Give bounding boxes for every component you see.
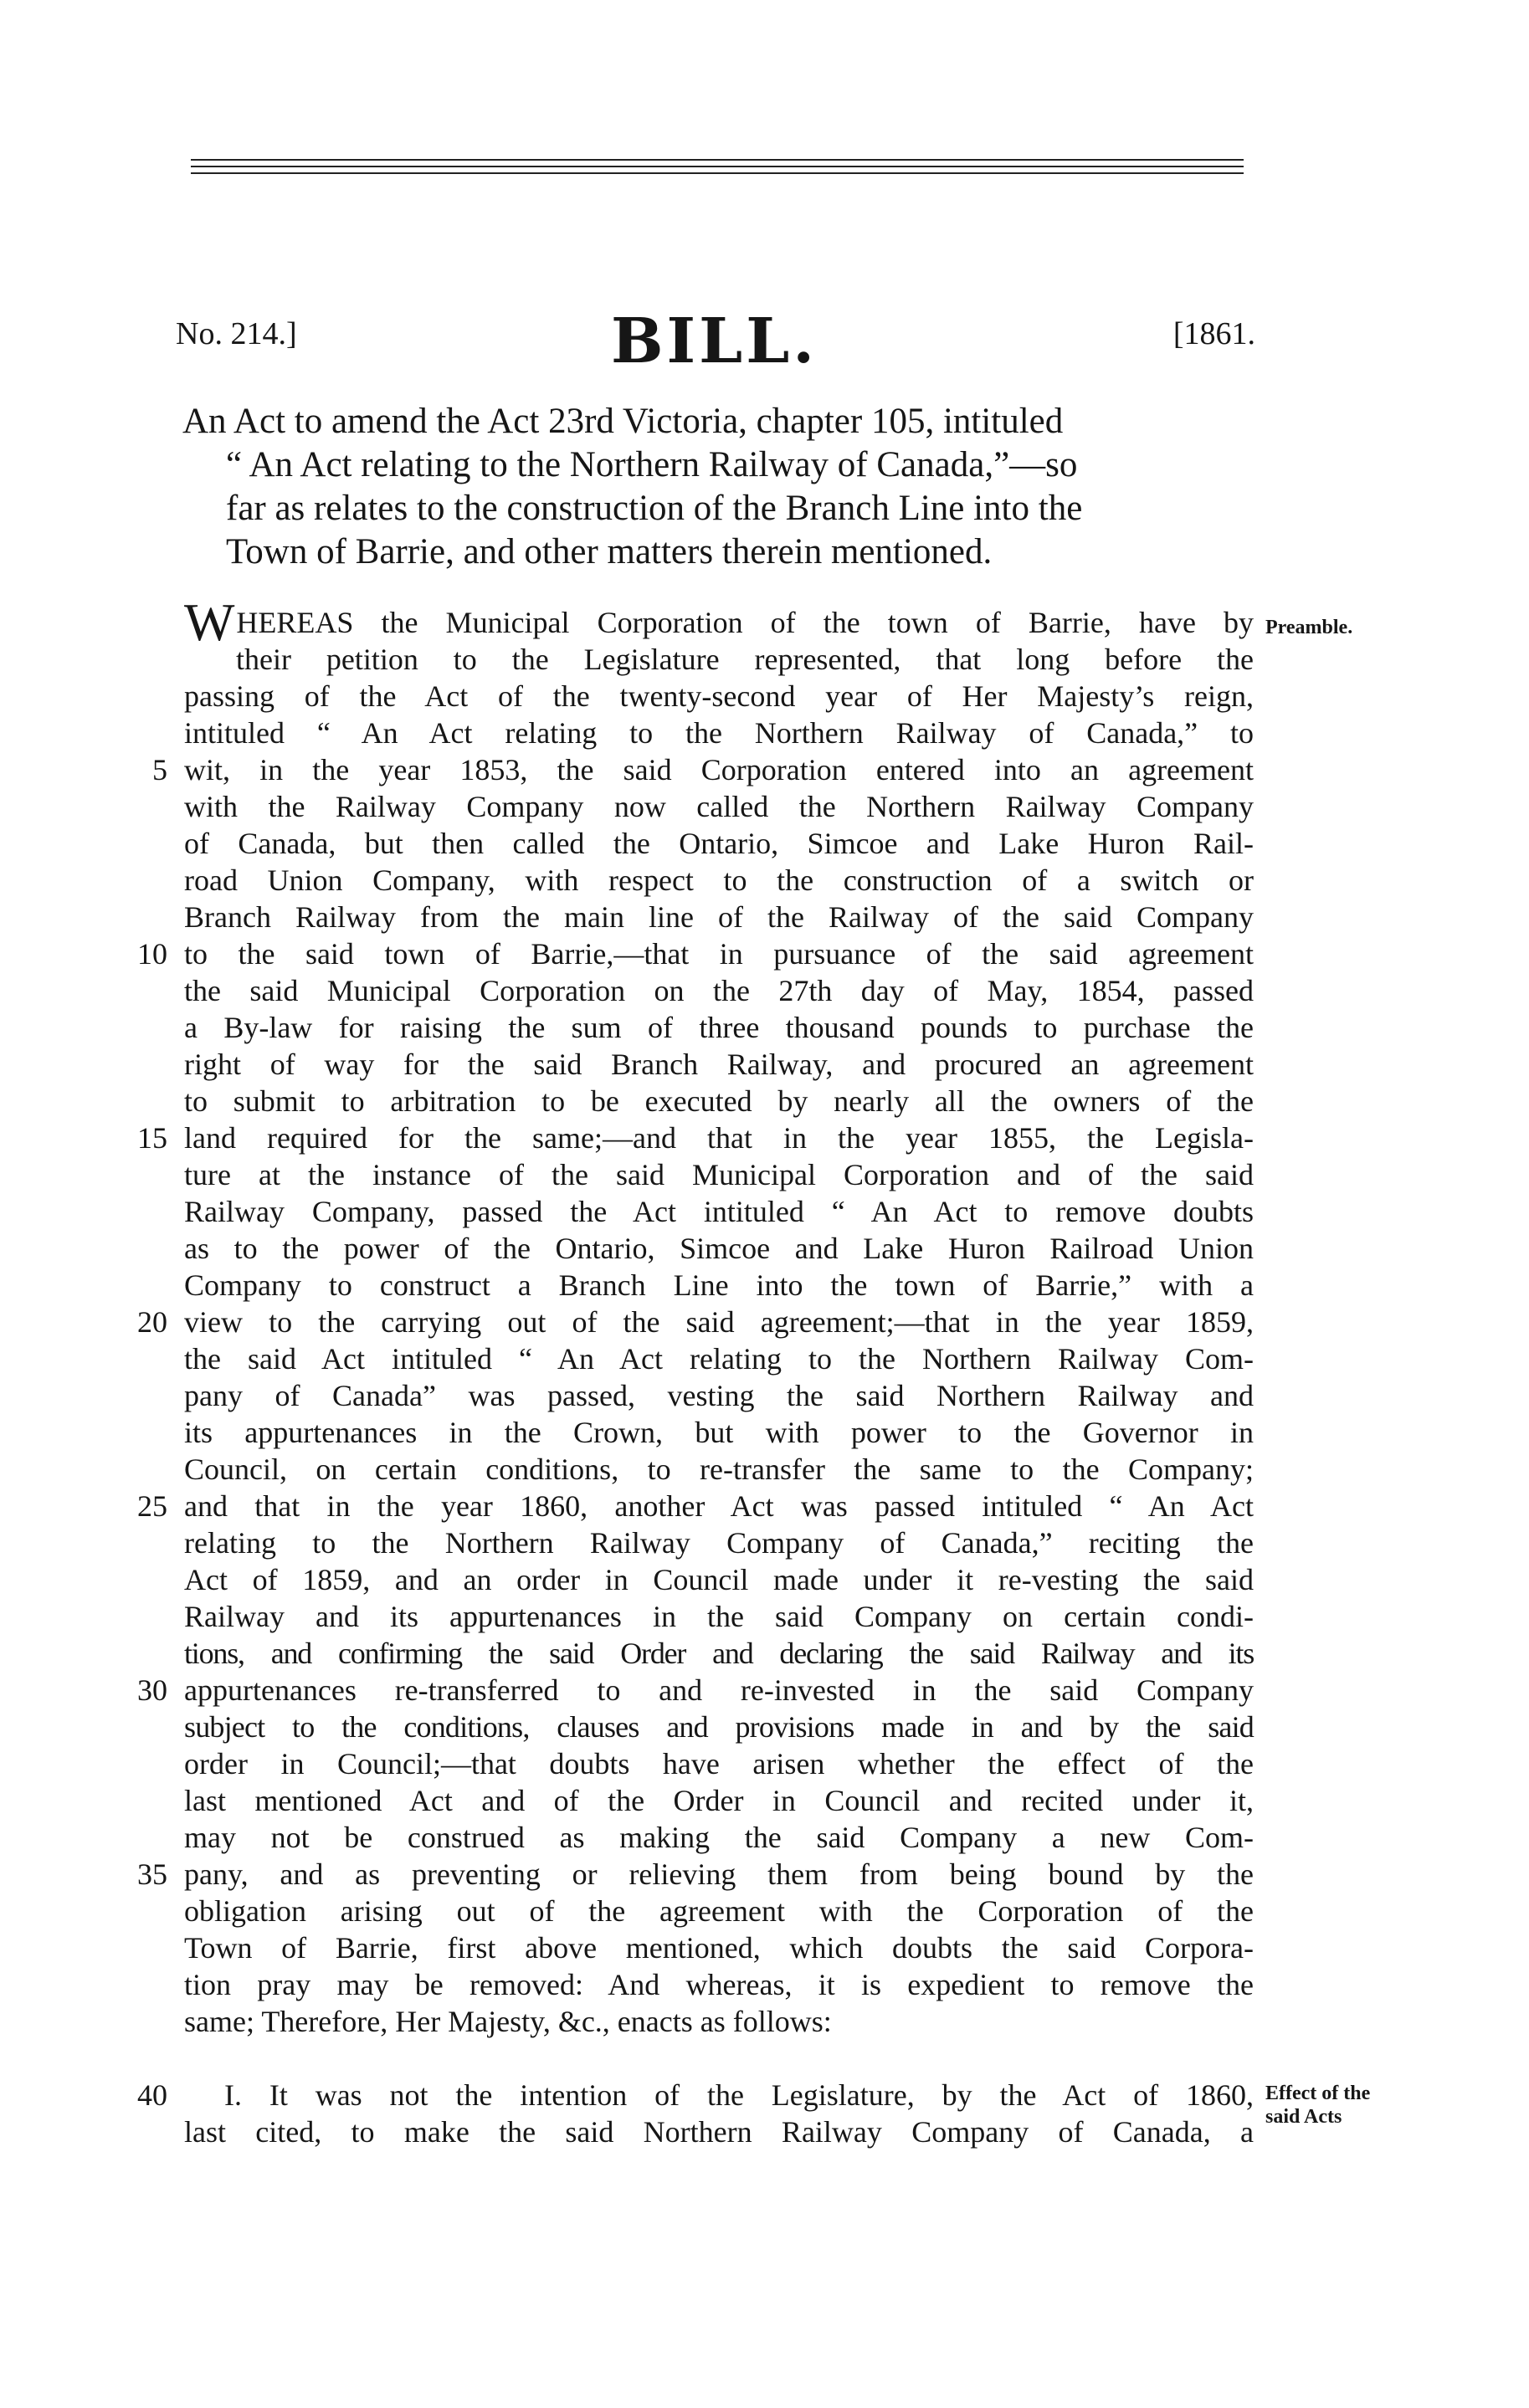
section-line: last cited, to make the said Northern Railway Company of Canada, a [184, 2115, 1254, 2149]
long-title-line: Town of Barrie, and other matters therein mentioned. [226, 532, 993, 571]
preamble-line: its appurtenances in the Crown, but with power to the Governor in [184, 1416, 1254, 1449]
long-title [182, 400, 1255, 574]
long-title-line: An Act to amend the Act 23rd Victoria, chapter 105, intituled [182, 402, 1064, 441]
preamble-line: tion pray may be removed: And whereas, it is expedient to remove the [184, 1968, 1254, 2001]
preamble-line: the said Municipal Corporation on the 27th day of May, 1854, passed [184, 974, 1254, 1007]
preamble-line: pany, and as preventing or relieving them from being bound by the [184, 1857, 1254, 1891]
line-number: 20 [137, 1305, 167, 1339]
preamble-line: land required for the same;—and that in the year 1855, the Legisla- [184, 1121, 1254, 1155]
preamble-line: of Canada, but then called the Ontario, Simcoe and Lake Huron Rail- [184, 827, 1254, 860]
preamble-line: pany of Canada” was passed, vesting the said Northern Railway and [184, 1379, 1254, 1412]
bill-number: No. 214.] [176, 316, 297, 351]
preamble-line: ture at the instance of the said Municipal Corporation and of the said [184, 1158, 1254, 1191]
bill-header [176, 305, 1255, 381]
preamble-line: with the Railway Company now called the Northern Railway Company [184, 790, 1254, 823]
bill-year: [1861. [1172, 316, 1255, 351]
preamble-line: Town of Barrie, first above mentioned, which doubts the said Corpora- [184, 1931, 1254, 1965]
drop-cap: W [184, 592, 235, 652]
preamble-line: as to the power of the Ontario, Simcoe and Lake Huron Railroad Union [184, 1232, 1254, 1265]
header-rule-bottom [191, 172, 1244, 174]
preamble-line: order in Council;—that doubts have arisen whether the effect of the [184, 1747, 1254, 1780]
preamble-line: may not be construed as making the said Company a new Com- [184, 1821, 1254, 1854]
long-title-line: “ An Act relating to the Northern Railway of Canada,”—so [226, 445, 1078, 484]
preamble-line: road Union Company, with respect to the construction of a switch or [184, 863, 1254, 897]
preamble-line: relating to the Northern Railway Company of Canada,” reciting the [184, 1526, 1254, 1560]
header-rule-middle [191, 166, 1244, 167]
preamble-line: view to the carrying out of the said agreement;—that in the year 1859, [184, 1305, 1254, 1339]
line-number: 35 [137, 1857, 167, 1891]
margin-note-preamble: Preamble. [1265, 617, 1353, 638]
preamble-line: Railway Company, passed the Act intituled “ An Act to remove doubts [184, 1195, 1254, 1228]
preamble-line: to submit to arbitration to be executed by nearly all the owners of the [184, 1084, 1254, 1118]
line-number: 10 [137, 937, 167, 971]
preamble-line: obligation arising out of the agreement with the Corporation of the [184, 1894, 1254, 1928]
preamble-line: WHEREAS the Municipal Corporation of the town of Barrie, have by [184, 592, 1254, 652]
margin-note-effect: Effect of the said Acts [1265, 2083, 1371, 2128]
bill-heading: BILL. [611, 305, 818, 377]
preamble-line: Act of 1859, and an order in Council made under it re-vesting the said [184, 1563, 1254, 1596]
preamble-line: intituled “ An Act relating to the Northern Railway of Canada,” to [184, 716, 1254, 750]
preamble-line: same; Therefore, Her Majesty, &c., enacts as follows: [184, 2005, 832, 2038]
preamble-line: Company to construct a Branch Line into the town of Barrie,” with a [184, 1268, 1254, 1302]
preamble-line: passing of the Act of the twenty-second year of Her Majesty’s reign, [184, 679, 1254, 713]
line-number: 40 [137, 2078, 167, 2112]
preamble-line: the said Act intituled “ An Act relating to the Northern Railway Com- [184, 1342, 1254, 1376]
preamble-line: subject to the conditions, clauses and provisions made in and by the said [184, 1710, 1254, 1744]
preamble-line: to the said town of Barrie,—that in pursuance of the said agreement [184, 937, 1254, 971]
preamble-line: right of way for the said Branch Railway, and procured an agreement [184, 1048, 1254, 1081]
line-number: 30 [137, 1673, 167, 1707]
preamble-line: Branch Railway from the main line of the Railway of the said Company [184, 900, 1254, 934]
preamble-line: and that in the year 1860, another Act was passed intituled “ An Act [184, 1489, 1254, 1523]
header-rule-top [191, 159, 1244, 161]
preamble-line: tions, and confirming the said Order and declaring the said Railway and its [184, 1637, 1254, 1670]
preamble-line: Council, on certain conditions, to re-transfer the same to the Company; [184, 1452, 1254, 1486]
preamble-line: a By-law for raising the sum of three thousand pounds to purchase the [184, 1011, 1254, 1044]
line-number: 25 [137, 1489, 167, 1523]
preamble-line: last mentioned Act and of the Order in Council and recited under it, [184, 1784, 1254, 1817]
preamble-line: their petition to the Legislature represented, that long before the [236, 643, 1254, 676]
line-number: 15 [137, 1121, 167, 1155]
preamble-line: appurtenances re-transferred to and re-invested in the said Company [184, 1673, 1254, 1707]
long-title-line: far as relates to the construction of the Branch Line into the [226, 489, 1083, 528]
preamble-line: Railway and its appurtenances in the said Company on certain condi- [184, 1600, 1254, 1633]
line-number: 5 [152, 753, 167, 786]
section-line: I. It was not the intention of the Legislature, by the Act of 1860, [224, 2078, 1254, 2112]
preamble-line: wit, in the year 1853, the said Corporation entered into an agreement [184, 753, 1254, 786]
